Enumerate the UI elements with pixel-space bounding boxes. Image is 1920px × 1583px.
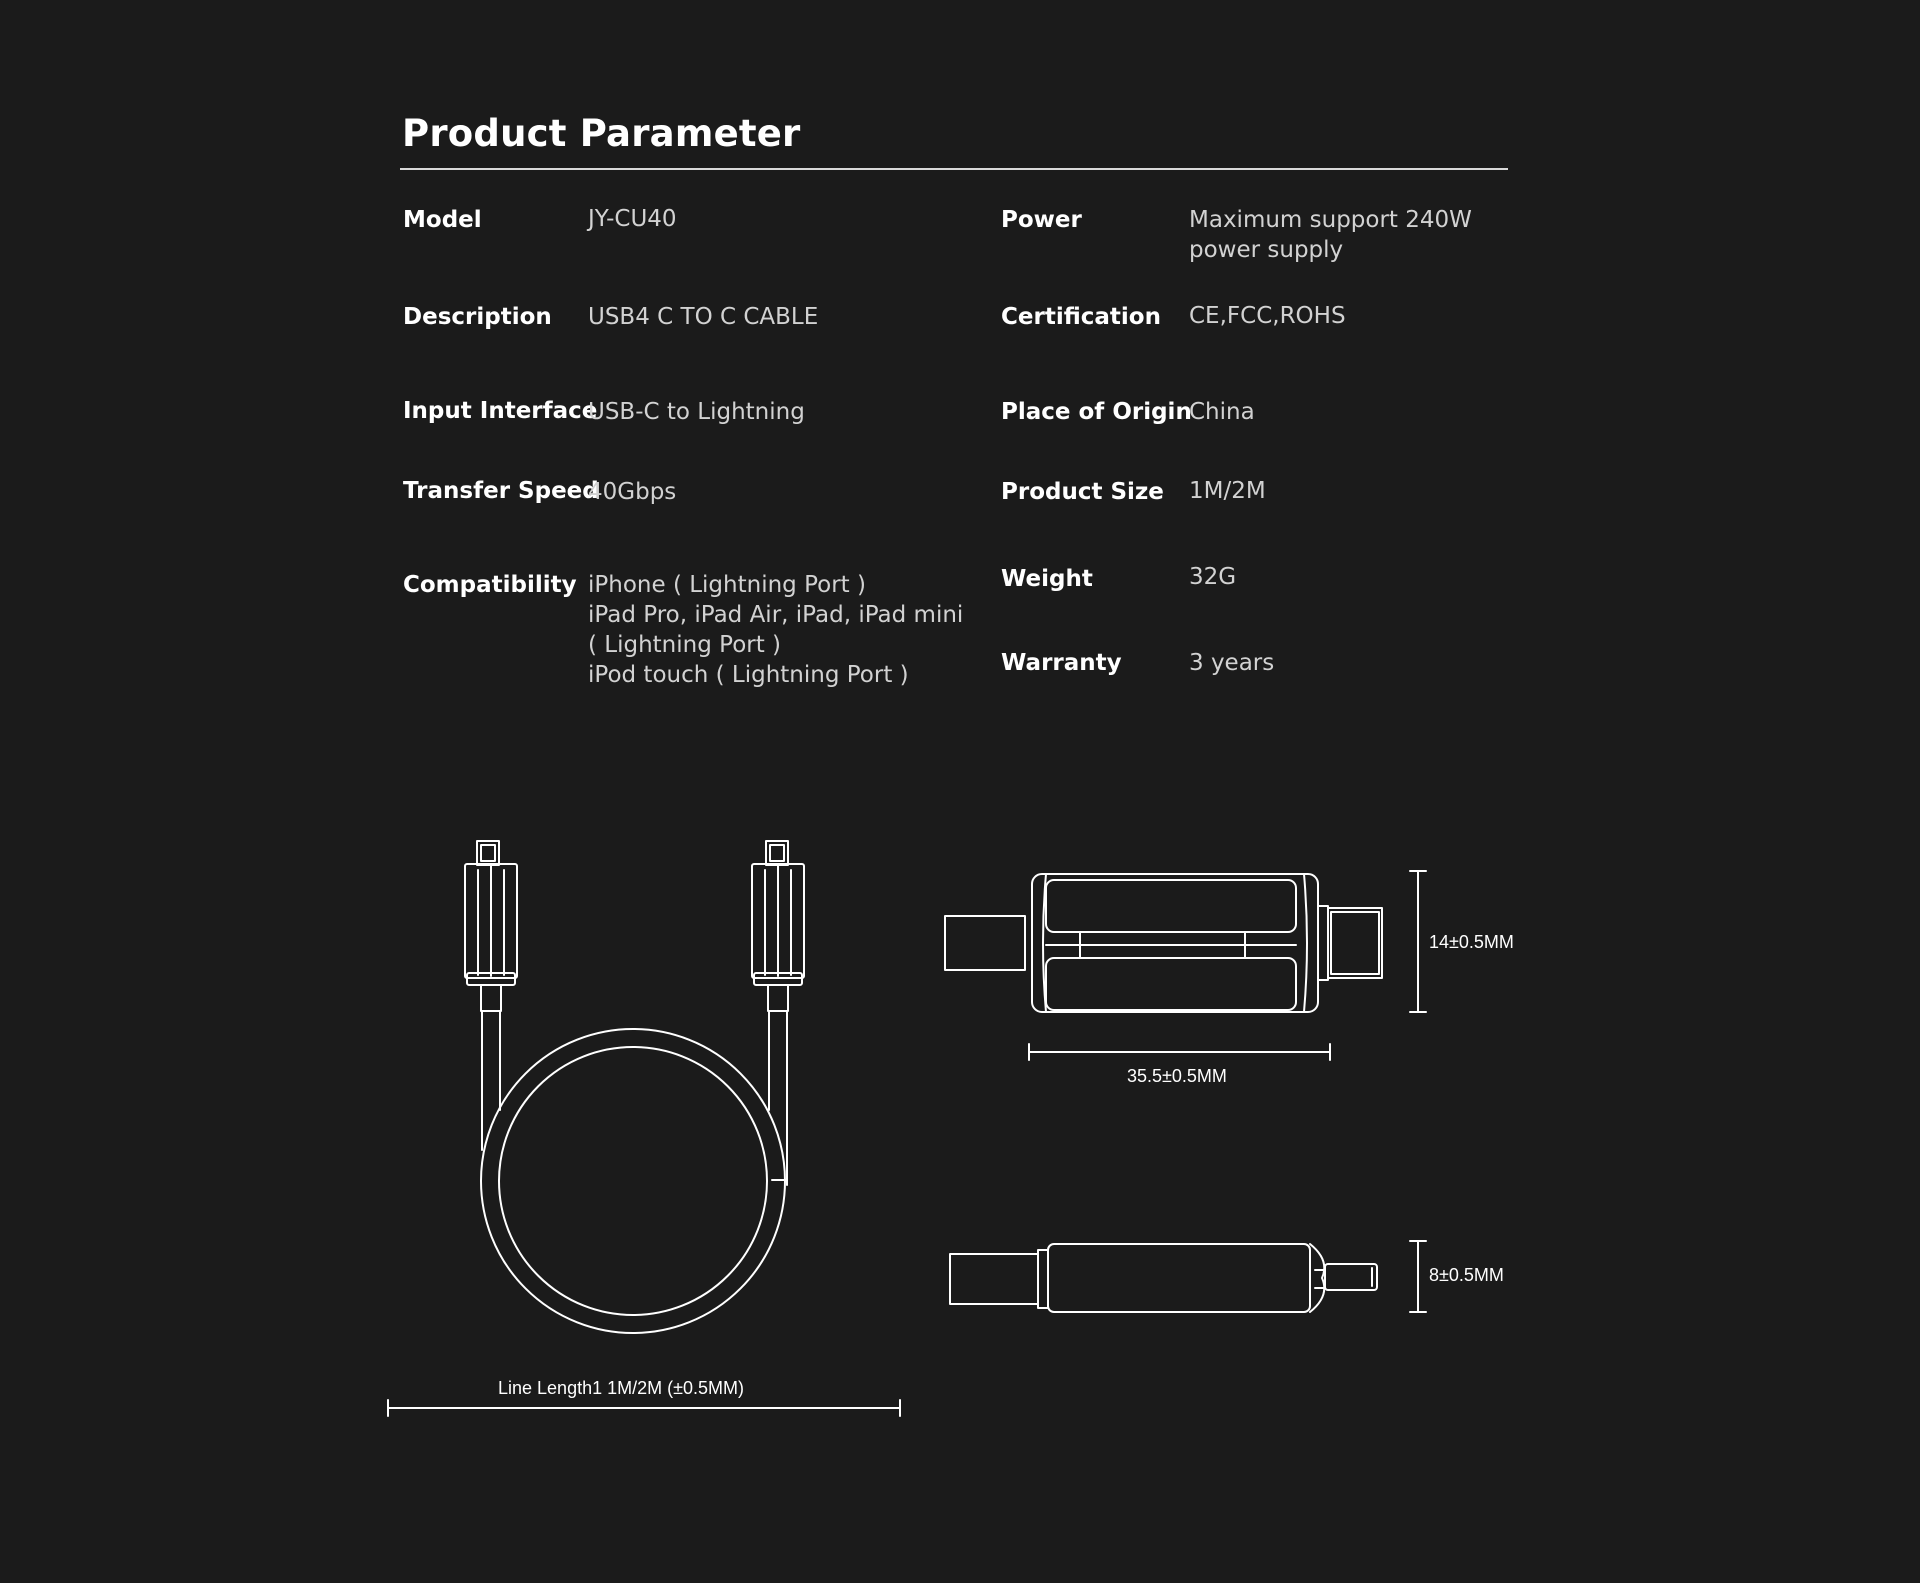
plug-length-label: 35.5±0.5MM (1127, 1066, 1227, 1086)
value-line: USB-C to Lightning (588, 399, 805, 425)
value-line: 32G (1189, 564, 1237, 590)
value-line: power supply (1189, 237, 1344, 263)
param-power-label: Power (1001, 207, 1082, 233)
param-description-label: Description (403, 304, 552, 330)
value-line: iPhone ( Lightning Port ) (588, 572, 866, 598)
plug-thickness-dimension (1410, 1241, 1426, 1312)
param-weight-label: Weight (1001, 566, 1093, 592)
param-product-size-label: Product Size (1001, 479, 1164, 505)
value-line: CE,FCC,ROHS (1189, 303, 1346, 329)
value-line: JY-CU40 (588, 206, 677, 232)
value-line: 40Gbps (588, 479, 677, 505)
param-input-interface-label: Input Interface (403, 398, 598, 424)
page-title: Product Parameter (402, 112, 801, 155)
value-line: iPad Pro, iPad Air, iPad, iPad mini (588, 602, 964, 628)
value-line: China (1189, 399, 1255, 425)
param-transfer-speed-label: Transfer Speed (403, 478, 599, 504)
plug-length-dimension (1029, 1044, 1330, 1060)
param-certification-label: Certification (1001, 304, 1161, 330)
value-line: USB4 C TO C CABLE (588, 304, 819, 330)
line-length-dimension (388, 1400, 900, 1416)
plug-side-view-illustration (950, 1244, 1377, 1312)
plug-thickness-label: 8±0.5MM (1429, 1265, 1504, 1285)
param-place-of-origin-label: Place of Origin (1001, 399, 1192, 425)
coiled-cable-illustration (465, 841, 804, 1333)
param-warranty-label: Warranty (1001, 650, 1122, 676)
plug-height-label: 14±0.5MM (1429, 932, 1514, 952)
line-length-label: Line Length1 1M/2M (±0.5MM) (498, 1378, 744, 1398)
plug-top-view-illustration (945, 874, 1382, 1012)
value-line: 1M/2M (1189, 478, 1266, 504)
param-compatibility-label: Compatibility (403, 572, 577, 598)
value-line: Maximum support 240W (1189, 207, 1472, 233)
value-line: ( Lightning Port ) (588, 632, 782, 658)
value-line: iPod touch ( Lightning Port ) (588, 662, 909, 688)
param-model-label: Model (403, 207, 482, 233)
value-line: 3 years (1189, 650, 1275, 676)
plug-height-dimension (1410, 871, 1426, 1012)
